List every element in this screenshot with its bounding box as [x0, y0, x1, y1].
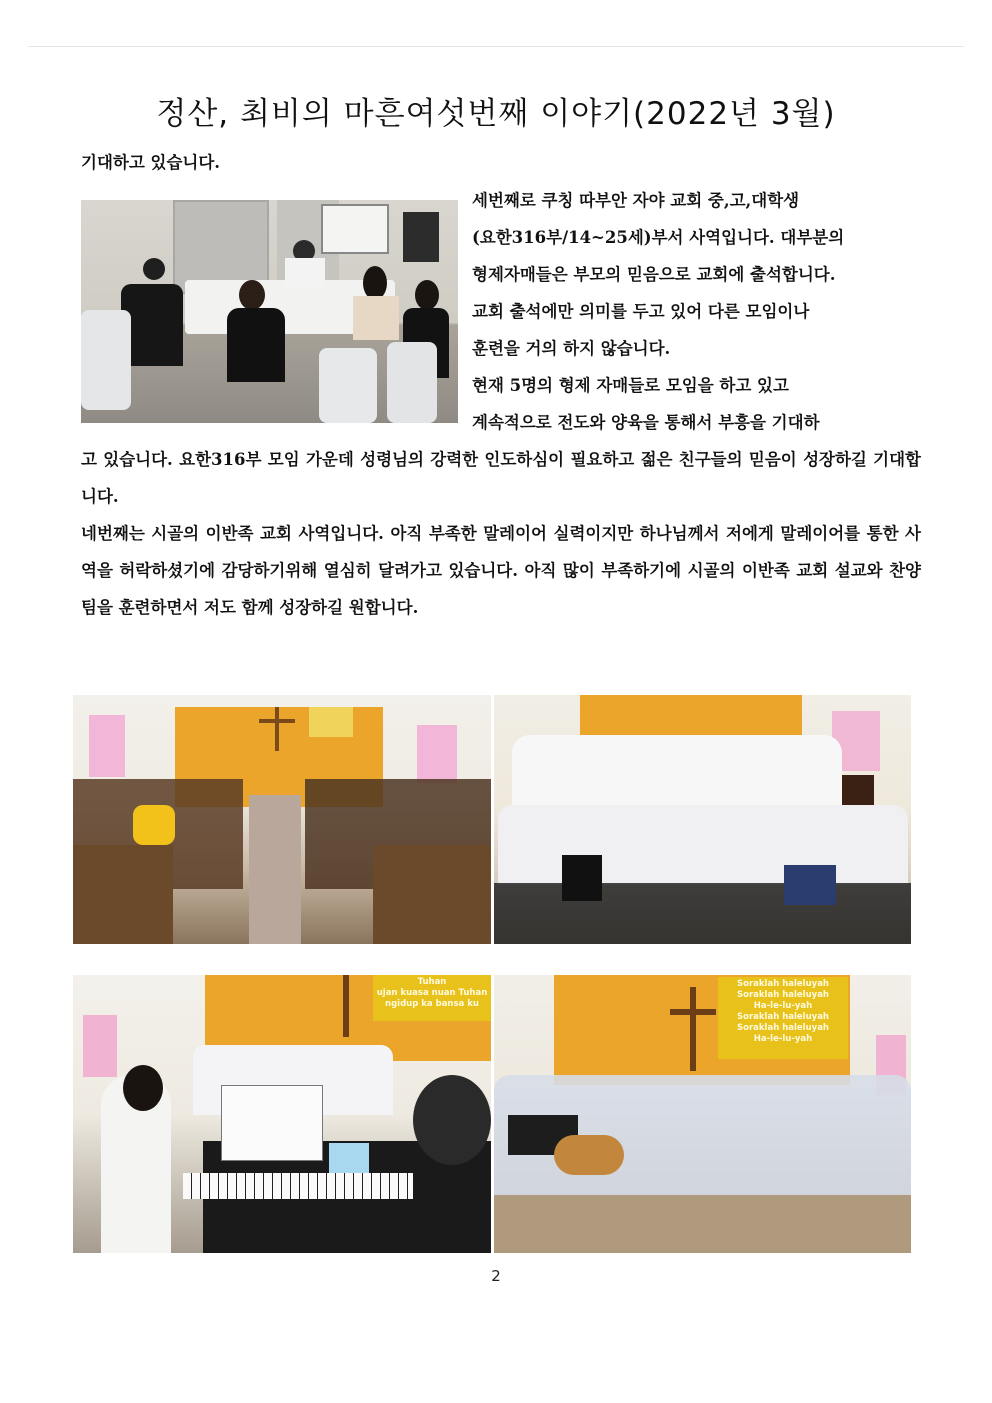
paragraph-fourth-ministry: 네번째는 시골의 이반족 교회 사역입니다. 아직 부족한 말레이어 실력이지만 하나님께서 저에게 말레이어를 통한 사역을 허락하셨기에 감당하기위해 열심히 달려가고 있습니다. 아직 많이 부족하기에 시골의 이반족 교회 설교와 찬양팀을 훈련하면서 저도 함께 성장하길 원합니다.: [81, 524, 921, 617]
paragraph-third-continued: 고 있습니다. 요한316부 모임 가운데 성령님의 강력한 인도하심이 필요하고 젊은 친구들의 믿음이 성장하길 기대합니다.: [81, 450, 921, 506]
line-4: 교회 출석에만 의미를 두고 있어 다른 모임이나: [472, 302, 810, 321]
header-rule: [28, 46, 964, 47]
page-title: 정산, 최비의 마흔여섯번째 이야기(2022년 3월): [156, 96, 836, 132]
slide-lyric-line: Ha-le-lu-yah: [753, 1001, 813, 1011]
line-3: 형제자매들은 부모의 믿음으로 교회에 출석합니다.: [472, 265, 836, 284]
page-number: 2: [491, 1267, 501, 1285]
paragraph-continuation: 기대하고 있습니다.: [81, 153, 221, 172]
worship-band-piano-photo: [73, 975, 491, 1253]
slide-lyric-line: Soraklah haleluyah: [737, 1012, 829, 1022]
slide-lyric-line: Soraklah haleluyah: [737, 990, 829, 1000]
worship-singers-photo: [494, 975, 911, 1253]
line-6: 현재 5명의 형제 자매들로 모임을 하고 있고: [472, 376, 789, 395]
youth-group-photo: [81, 200, 458, 423]
slide-lyric-line: Ha-le-lu-yah: [753, 1034, 813, 1044]
group-photo: [494, 695, 911, 944]
line-2: (요한316부/14~25세)부서 사역입니다. 대부분의: [472, 228, 845, 247]
slide-lyric-line: Soraklah haleluyah: [737, 979, 829, 989]
line-7: 계속적으로 전도와 양육을 통해서 부흥을 기대하: [472, 413, 820, 432]
line-1: 세번째로 쿠칭 따부안 자야 교회 중,고,대학생: [472, 191, 800, 210]
slide-lyric-line: ujan kuasa nuan Tuhan: [376, 988, 488, 998]
slide-lyric-line: Tuhan: [417, 977, 447, 987]
slide-lyric-line: Soraklah haleluyah: [737, 1023, 829, 1033]
congregation-photo: [73, 695, 491, 944]
line-5: 훈련을 거의 하지 않습니다.: [472, 339, 671, 358]
slide-lyric-line: ngidup ka bansa ku: [385, 999, 479, 1009]
paragraph-third-ministry: [472, 182, 920, 441]
